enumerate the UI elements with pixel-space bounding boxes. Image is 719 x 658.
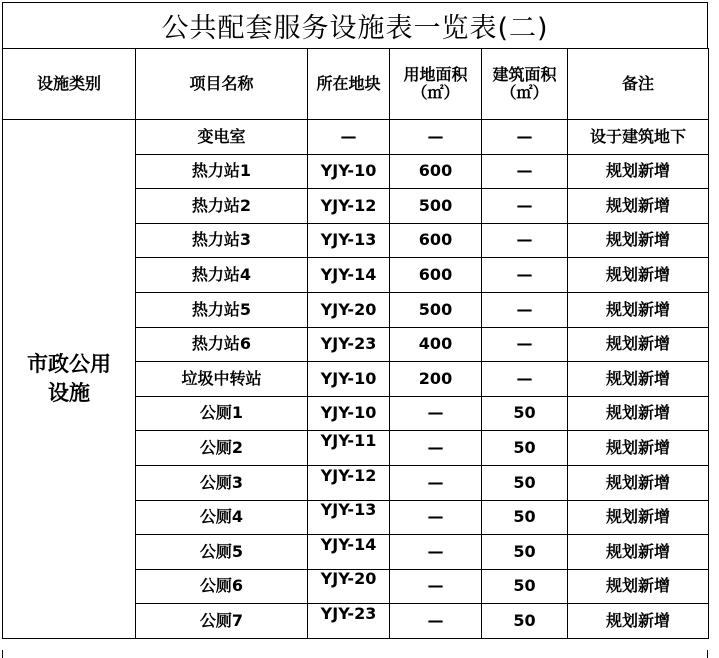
category-line1: 市政公用 bbox=[27, 351, 111, 376]
cell-location: YJY-10 bbox=[308, 154, 390, 189]
header-location: 所在地块 bbox=[308, 49, 390, 120]
cell-land-area: — bbox=[390, 604, 482, 639]
cell-build-area: 50 bbox=[482, 396, 568, 431]
cell-name: 热力站6 bbox=[136, 327, 308, 362]
cell-name: 公厕4 bbox=[136, 500, 308, 535]
table-row bbox=[3, 120, 709, 155]
cell-remark: 规划新增 bbox=[568, 189, 709, 224]
header-build-area-line1: 建筑面积 bbox=[492, 64, 557, 84]
cell-location: — bbox=[308, 120, 390, 155]
cell-build-area: — bbox=[482, 292, 568, 327]
header-land-area bbox=[390, 49, 482, 120]
cell-remark: 规划新增 bbox=[568, 223, 709, 258]
category-cell bbox=[3, 120, 136, 639]
cell-land-area: — bbox=[390, 431, 482, 466]
cell-location-text: YJY-12 bbox=[320, 465, 377, 485]
facilities-table-sheet bbox=[2, 2, 708, 639]
cell-build-area: 50 bbox=[482, 431, 568, 466]
cell-name: 热力站1 bbox=[136, 154, 308, 189]
cell-remark: 规划新增 bbox=[568, 604, 709, 639]
cell-remark: 规划新增 bbox=[568, 500, 709, 535]
cell-name: 公厕6 bbox=[136, 569, 308, 604]
cell-location: YJY-12 bbox=[308, 189, 390, 224]
cell-location: YJY-14 bbox=[308, 258, 390, 293]
cell-land-area: 600 bbox=[390, 154, 482, 189]
cell-build-area: 50 bbox=[482, 569, 568, 604]
header-land-area-unit: （㎡） bbox=[411, 83, 460, 102]
cell-location: YJY-10 bbox=[308, 362, 390, 397]
cell-location-text: YJY-20 bbox=[320, 569, 377, 589]
cell-name: 变电室 bbox=[136, 120, 308, 155]
cell-name: 公厕3 bbox=[136, 465, 308, 500]
cell-land-area: 400 bbox=[390, 327, 482, 362]
cell-build-area: — bbox=[482, 327, 568, 362]
table-title: 公共配套服务设施表一览表(二) bbox=[2, 2, 708, 48]
cell-name: 热力站5 bbox=[136, 292, 308, 327]
cell-remark: 设于建筑地下 bbox=[568, 120, 709, 155]
cell-land-area: — bbox=[390, 396, 482, 431]
header-build-area bbox=[482, 49, 568, 120]
cell-name: 公厕5 bbox=[136, 535, 308, 570]
cell-remark: 规划新增 bbox=[568, 292, 709, 327]
cell-build-area: — bbox=[482, 189, 568, 224]
cell-land-area: — bbox=[390, 535, 482, 570]
cell-remark: 规划新增 bbox=[568, 258, 709, 293]
cell-name: 公厕1 bbox=[136, 396, 308, 431]
cell-land-area: 200 bbox=[390, 362, 482, 397]
cell-remark: 规划新增 bbox=[568, 327, 709, 362]
header-remarks: 备注 bbox=[568, 49, 709, 120]
cell-location-text: YJY-23 bbox=[320, 603, 377, 623]
cell-build-area: 50 bbox=[482, 604, 568, 639]
cell-name: 垃圾中转站 bbox=[136, 362, 308, 397]
cell-location: YJY-23 bbox=[308, 327, 390, 362]
cell-location-text: YJY-13 bbox=[320, 500, 377, 520]
cell-location bbox=[308, 535, 390, 570]
cell-build-area: — bbox=[482, 223, 568, 258]
header-land-area-line1: 用地面积 bbox=[403, 64, 468, 84]
cell-remark: 规划新增 bbox=[568, 465, 709, 500]
cell-remark: 规划新增 bbox=[568, 362, 709, 397]
cell-remark: 规划新增 bbox=[568, 431, 709, 466]
cell-location bbox=[308, 431, 390, 466]
cell-land-area: 500 bbox=[390, 189, 482, 224]
facilities-table bbox=[2, 48, 709, 639]
cell-location-text: YJY-14 bbox=[320, 534, 377, 554]
cell-remark: 规划新增 bbox=[568, 569, 709, 604]
cell-land-area: 600 bbox=[390, 258, 482, 293]
cell-build-area: — bbox=[482, 258, 568, 293]
cell-build-area: 50 bbox=[482, 535, 568, 570]
cell-name: 热力站2 bbox=[136, 189, 308, 224]
category-line2: 设施 bbox=[48, 380, 90, 405]
cell-land-area: — bbox=[390, 465, 482, 500]
cell-land-area: 600 bbox=[390, 223, 482, 258]
cell-location bbox=[308, 604, 390, 639]
cell-location: YJY-10 bbox=[308, 396, 390, 431]
cell-build-area: — bbox=[482, 120, 568, 155]
header-category: 设施类别 bbox=[3, 49, 136, 120]
cell-location bbox=[308, 569, 390, 604]
cell-remark: 规划新增 bbox=[568, 396, 709, 431]
cell-name: 公厕7 bbox=[136, 604, 308, 639]
cell-location: YJY-20 bbox=[308, 292, 390, 327]
cell-remark: 规划新增 bbox=[568, 154, 709, 189]
header-row bbox=[3, 49, 709, 120]
cell-location bbox=[308, 465, 390, 500]
cell-build-area: 50 bbox=[482, 465, 568, 500]
cell-name: 热力站3 bbox=[136, 223, 308, 258]
header-name: 项目名称 bbox=[136, 49, 308, 120]
cell-location-text: YJY-11 bbox=[320, 430, 377, 450]
cell-location: YJY-13 bbox=[308, 223, 390, 258]
cell-build-area: — bbox=[482, 154, 568, 189]
table-continuation-edge bbox=[2, 650, 708, 658]
header-build-area-unit: （㎡） bbox=[500, 83, 549, 102]
cell-build-area: — bbox=[482, 362, 568, 397]
cell-land-area: — bbox=[390, 120, 482, 155]
cell-land-area: — bbox=[390, 500, 482, 535]
cell-name: 公厕2 bbox=[136, 431, 308, 466]
cell-remark: 规划新增 bbox=[568, 535, 709, 570]
cell-land-area: — bbox=[390, 569, 482, 604]
cell-build-area: 50 bbox=[482, 500, 568, 535]
cell-land-area: 500 bbox=[390, 292, 482, 327]
cell-location bbox=[308, 500, 390, 535]
cell-name: 热力站4 bbox=[136, 258, 308, 293]
